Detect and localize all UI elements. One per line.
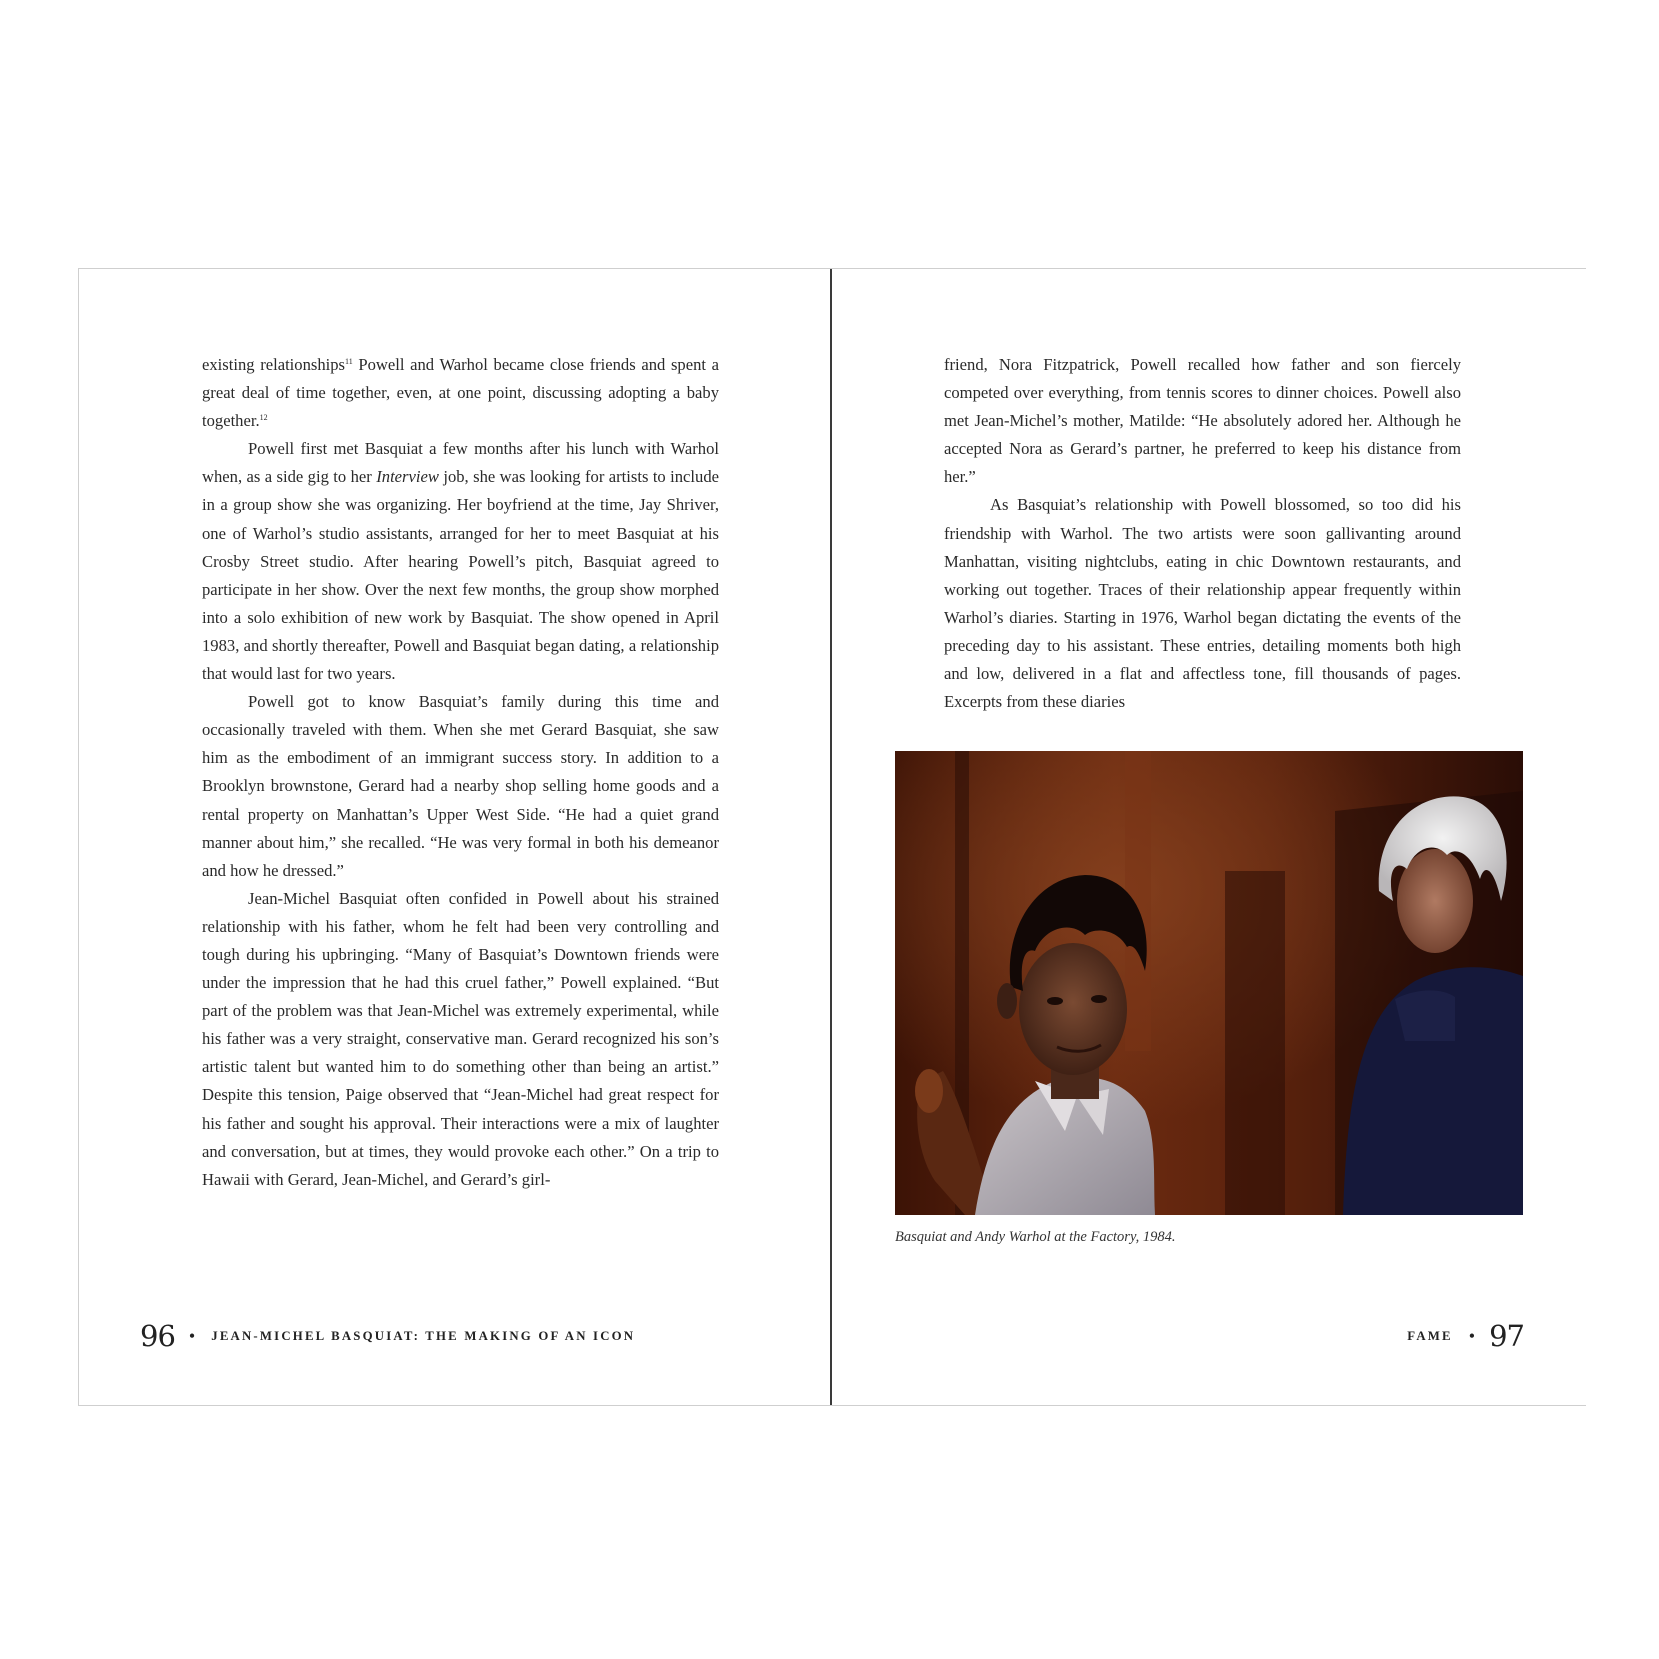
page-number: 97 bbox=[1489, 1319, 1524, 1353]
left-body-text bbox=[202, 351, 719, 1194]
paragraph-text: As Basquiat’s relationship with Powell blossomed, so too did his friendship with Warhol. The two artists were soon gallivanting around Manhattan, visiting nightclubs, eating in chic Downtown restaurants, and working out together. Traces of their relationship appear frequently within Warhol’s diaries. Starting in 1976, Warhol began dictating the events of the preceding day to his assistant. These entries, detailing moments both high and low, delivered in a flat and affectless tone, fill thousands of pages. Excerpts from these diaries bbox=[944, 495, 1461, 712]
book-spread bbox=[78, 268, 1586, 1406]
photo-caption: Basquiat and Andy Warhol at the Factory, 1984. bbox=[895, 1229, 1176, 1245]
footnote-marker: 11 bbox=[345, 357, 353, 366]
paragraph-text: job, she was looking for artists to include in a group show she was organizing. Her boyfriend at the time, Jay Shriver, one of Warhol’s studio assistants, arranged for her to meet Basquiat at his Crosby Street studio. After hearing Powell’s pitch, Basquiat agreed to participate in her show. Over the next few months, the group show morphed into a solo exhibition of new work by Basquiat. The show opened in April 1983, and shortly thereafter, Powell and Basquiat began dating, a relationship that would last for two years. bbox=[202, 467, 719, 684]
body-paragraph bbox=[202, 351, 719, 435]
page-number: 96 bbox=[140, 1319, 175, 1353]
paragraph-text: Powell and Warhol became close friends and spent a great deal of time together, even, at one point, discussing adopting a baby together. bbox=[202, 355, 719, 431]
right-page bbox=[832, 269, 1586, 1405]
left-folio bbox=[140, 1319, 635, 1353]
left-page bbox=[78, 269, 830, 1405]
footnote-marker: 12 bbox=[259, 413, 268, 423]
body-paragraph bbox=[944, 491, 1461, 716]
right-folio bbox=[1407, 1319, 1524, 1353]
folio-bullet: • bbox=[188, 1325, 196, 1346]
right-body-text bbox=[944, 351, 1461, 716]
paragraph-text: friend, Nora Fitzpatrick, Powell recalled how father and son fiercely competed over everything, from tennis scores to dinner choices. Powell also met Jean-Michel’s mother, Matilde: “He absolutely adored her. Although he accepted Nora as Gerard’s partner, he preferred to keep his distance from her.” bbox=[944, 355, 1461, 487]
running-head-book-title: JEAN-MICHEL BASQUIAT: THE MAKING OF AN ICON bbox=[211, 1328, 636, 1343]
italic-title: Interview bbox=[376, 467, 439, 487]
paragraph-text: existing relationships bbox=[202, 355, 346, 374]
body-paragraph bbox=[202, 688, 719, 885]
paragraph-text: Jean-Michel Basquiat often confided in Powell about his strained relationship with his father, whom he felt had been very controlling and tough during his upbringing. “Many of Basquiat’s Downtown friends were under the impression that he had this cruel father,” Powell explained. “But part of the problem was that Jean-Michel was extremely experimental, while his father was a very straight, conservative man. Gerard recognized his son’s artistic talent but wanted him to do something other than being an artist.” Despite this tension, Paige observed that “Jean-Michel had great respect for his father and sought his approval. Their interactions were a mix of laughter and conversation, but at times, they would provoke each other.” On a trip to Hawaii with Gerard, Jean-Michel, and Gerard’s girl- bbox=[202, 888, 719, 1189]
running-head-chapter: FAME bbox=[1407, 1328, 1453, 1343]
body-paragraph bbox=[202, 885, 719, 1194]
photo bbox=[895, 751, 1523, 1215]
paragraph-text: Powell got to know Basquiat’s family during this time and occasionally traveled with them. When she met Gerard Basquiat, she saw him as the embodiment of an immigrant success story. In addition to a Brooklyn brownstone, Gerard had a nearby shop selling home goods and a rental property on Manhattan’s Upper West Side. “He had a quiet grand manner about him,” she recalled. “He was very formal in both his demeanor and how he dressed.” bbox=[202, 692, 719, 880]
body-paragraph bbox=[944, 351, 1461, 491]
folio-bullet: • bbox=[1468, 1325, 1476, 1346]
paragraph-text: Powell first met Basquiat a few months after his lunch with Warhol when, as a side gig to her bbox=[202, 439, 719, 487]
body-paragraph bbox=[202, 435, 719, 688]
